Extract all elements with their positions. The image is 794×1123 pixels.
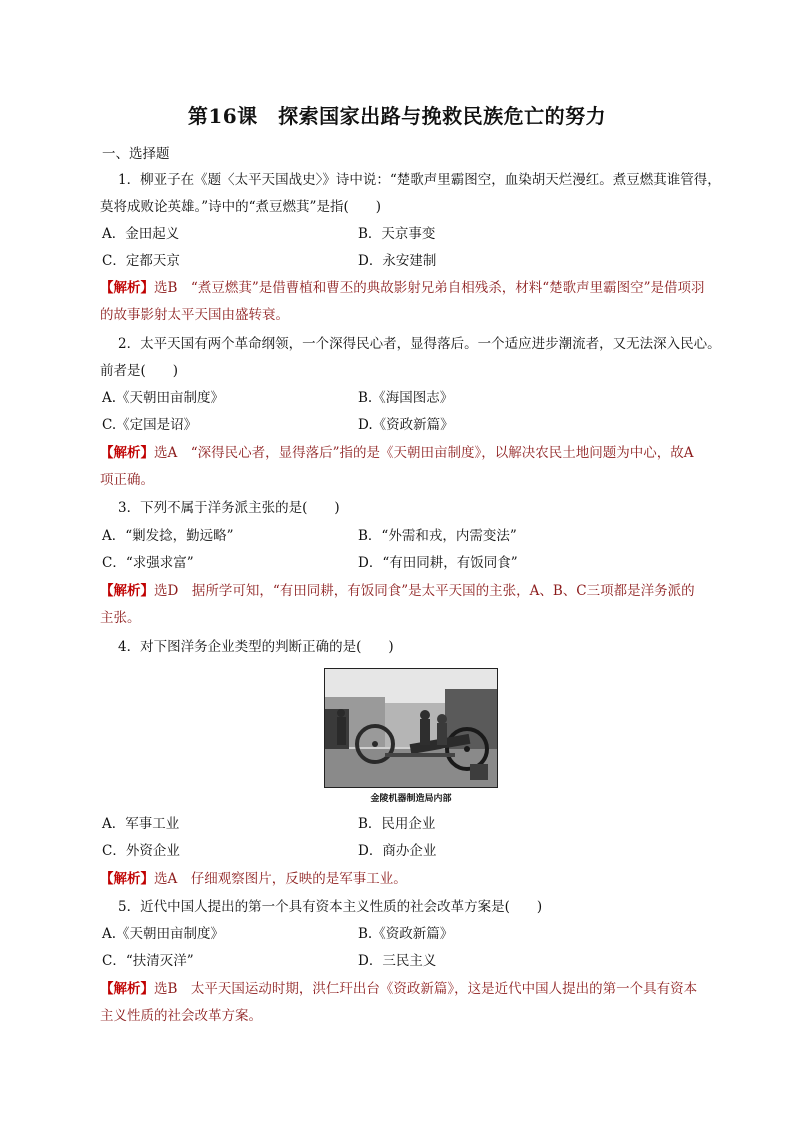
- question-1-analysis-line1: [100, 278, 705, 298]
- question-1-option-a: A．金田起义: [102, 226, 180, 242]
- analysis-text: 选B 太平天国运动时期，洪仁玕出台《资政新篇》，这是近代中国人提出的第一个具有资本: [154, 981, 698, 997]
- question-4-option-b: B．民用企业: [358, 816, 436, 832]
- question-2-option-a: A.《天朝田亩制度》: [102, 390, 225, 406]
- question-3-option-d: D．“有田同耕，有饭同食”: [358, 555, 518, 571]
- question-2-analysis-line1: [100, 443, 694, 463]
- section-heading: 一、选择题: [102, 146, 170, 162]
- question-3-analysis-line2: 主张。: [100, 610, 141, 626]
- analysis-tag: 【解析】: [100, 280, 154, 296]
- question-2-analysis-line2: 项正确。: [100, 472, 154, 488]
- question-5-stem: 5．近代中国人提出的第一个具有资本主义性质的社会改革方案是( ): [118, 899, 543, 915]
- historical-photo-image: [324, 668, 498, 788]
- analysis-text: 选A “深得民心者，显得落后”指的是《天朝田亩制度》，以解决农民土地问题为中心，故A: [154, 445, 694, 461]
- question-3-option-a: A．“剿发捻，勤远略”: [102, 528, 234, 544]
- question-1-stem-line2: 莫将成败论英雄。”诗中的“煮豆燃萁”是指( ): [100, 199, 381, 215]
- question-2-option-d: D.《资政新篇》: [358, 417, 454, 433]
- question-2-option-c: C.《定国是诏》: [102, 417, 198, 433]
- analysis-text: 选A 仔细观察图片，反映的是军事工业。: [154, 871, 407, 887]
- question-1-option-c: C．定都天京: [102, 253, 180, 269]
- question-3-analysis-line1: [100, 581, 695, 601]
- question-2-stem-line2: 前者是( ): [100, 363, 179, 379]
- question-1-analysis-line2: 的故事影射太平天国由盛转衰。: [100, 307, 289, 323]
- question-1-option-b: B．天京事变: [358, 226, 436, 242]
- analysis-tag: 【解析】: [100, 871, 154, 887]
- figure-caption: 金陵机器制造局内部: [370, 794, 452, 804]
- question-5-option-b: B.《资政新篇》: [358, 926, 454, 942]
- question-4-option-d: D．商办企业: [358, 843, 437, 859]
- question-4-analysis-line1: [100, 869, 407, 889]
- question-5-option-c: C．“扶清灭洋”: [102, 953, 194, 969]
- question-4-stem: 4．对下图洋务企业类型的判断正确的是( ): [118, 639, 394, 655]
- question-4-option-c: C．外资企业: [102, 843, 180, 859]
- question-3-stem: 3．下列不属于洋务派主张的是( ): [118, 500, 340, 516]
- question-3-option-b: B．“外需和戎，内需变法”: [358, 528, 517, 544]
- question-5-option-a: A.《天朝田亩制度》: [102, 926, 225, 942]
- question-5-option-d: D．三民主义: [358, 953, 437, 969]
- question-1-option-d: D．永安建制: [358, 253, 437, 269]
- question-2-option-b: B.《海国图志》: [358, 390, 454, 406]
- question-3-option-c: C．“求强求富”: [102, 555, 194, 571]
- question-4-option-a: A．军事工业: [102, 816, 180, 832]
- question-2-stem-line1: 2．太平天国有两个革命纲领，一个深得民心者，显得落后。一个适应进步潮流者，又无法深入民心。: [118, 336, 721, 352]
- analysis-text: 选B “煮豆燃萁”是借曹植和曹丕的典故影射兄弟自相残杀，材料“楚歌声里霸图空”是借项羽: [154, 280, 705, 296]
- analysis-text: 选D 据所学可知，“有田同耕，有饭同食”是太平天国的主张，A、B、C三项都是洋务派的: [154, 583, 695, 599]
- analysis-tag: 【解析】: [100, 583, 154, 599]
- analysis-tag: 【解析】: [100, 445, 154, 461]
- page-title: 第16课 探索国家出路与挽救民族危亡的努力: [187, 104, 607, 128]
- analysis-tag: 【解析】: [100, 981, 154, 997]
- question-1-stem-line1: 1．柳亚子在《题〈太平天国战史〉》诗中说：“楚歌声里霸图空，血染胡天烂漫红。煮豆燃萁谁管得，: [118, 172, 721, 188]
- question-5-analysis-line2: 主义性质的社会改革方案。: [100, 1008, 262, 1024]
- question-5-analysis-line1: [100, 979, 697, 999]
- photo-illustration: [325, 669, 497, 787]
